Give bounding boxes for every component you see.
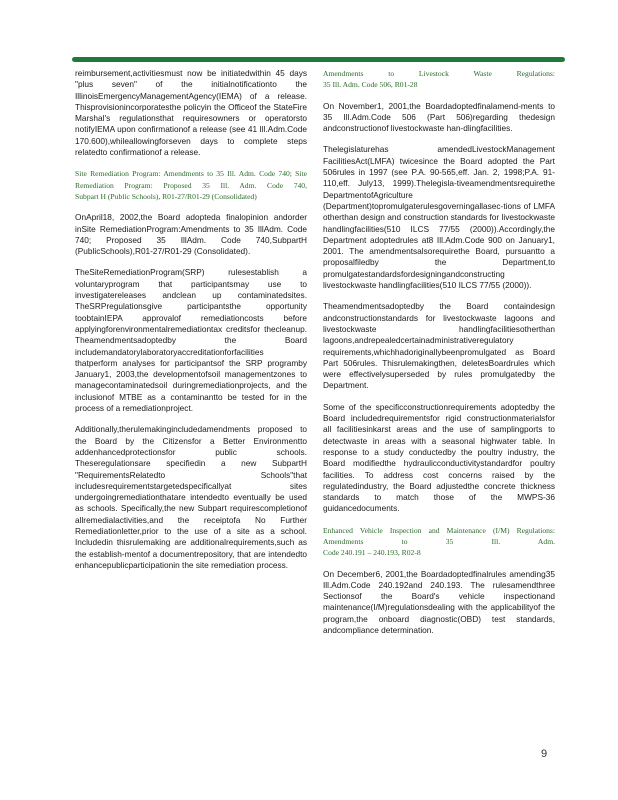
paragraph: Additionally,therulemakingincludedamendments proposed to the Board by the Citizensfor a Better Environmentto addenhancedprotectionsfor public schools. Theseregulationsare specifiedin a new SubpartH "RequirementsRelatedto Schools"that includesrequirementstargetedspecificallyat sites undergoingremediationthatare intendedto eventually be used as schools. Specifically,the new Subpart requirescompletionof allremedialactivities,and the receiptofa No Further Remediationletter,prior to the use of a site as a school. Includedin thisrulemaking are additionalrequirements,such as the establish-mentof a documentrepository, that are intendedto enhancepublicparticipationin the site remediation process.	[75, 424, 307, 570]
heading-text: Site Remediation Program: Amendments to 35 Ill. Adm. Code 740; Site Remediation Program: Proposed 35 Ill. Adm. Code 740,	[75, 169, 307, 190]
right-column	[323, 68, 555, 646]
paragraph: OnApril18, 2002,the Board adopteda finalopinion andorder inSite RemediationProgram:Amendments to 35 IllAdm. Code 740; Proposed 35 IllAdm. Code 740,SubpartH (PublicSchools),R01-27/R01-29 (Consolidated).	[75, 212, 307, 257]
section-heading-vehicle-inspection	[323, 525, 555, 559]
paragraph: Some of the specificconstructionrequirements adoptedby the Board includedrequirementsfor rigid constructionmaterialsfor all facilitiesinkarst areas and the use of samplingports to detectwaste in areas with a seasonal highwater table. In response to a study conductedby the poultry industry, the Board modifiedthe hydraulicconductivitystandardfor poultry facilities. To address cost concerns raised by the regulatedindustry, the Board adjustedthe concrete thickness standards to match those of the MWPS-36 guidancedocuments.	[323, 401, 555, 514]
heading-text: Enhanced Vehicle Inspection and Maintenance (I/M) Regulations: Amendments to 35 Ill. Adm.	[323, 525, 555, 546]
heading-text: Amendments to Livestock Waste Regulations:	[323, 69, 555, 78]
paragraph: Thelegislaturehas amendedLivestockManagement FacilitiesAct(LMFA) twicesince the Board adopted the Part 506rules in 1997 (see P.A. 90-565,eff. Jan. 2, 1998;P.A. 91-110,eff. July13, 1999).Thelegisla-tiveamendmentsrequirethe DepartmentofAgriculture (Department)topromulgaterulesgoverningallasec-tions of LMFA otherthan design and construction standards for livestockwaste handlingfacilities(510 ILCS 77/55 (2000)).Accordingly,the Department adoptedrules at8 Ill.Adm.Code 900 on January1, 2001. The amendmentsalsorequirethe Board, pursuantto a proposalfiledby the Department,to promulgatestandardsfordesigningandconstructing livestockwaste handlingfacilities(510 ILCS 77/55 (2000)).	[323, 144, 555, 291]
section-heading-site-remediation	[75, 168, 307, 202]
heading-text: Subpart H (Public Schools), R01-27/R01-29 (Consolidated)	[75, 191, 257, 201]
paragraph: TheSiteRemediationProgram(SRP) rulesestablish a voluntaryprogram that participantsmay use to investigatereleases andclean up contaminatedsites. TheSRPregulationsgive participantsthe opportunity toobtainIEPA approvalof remediationcosts before applyingforenvironmentalremediationtax creditsfor thecleanup. Theamendmentsadoptedby the Board includemandatorylaboratoryaccreditationforfacilities thatperform analyses for participantsof the SRP programby January1, 2003,the developmentofsoil managementzones to managecontaminatedsoil duringremediationprojects, and the inclusionof MTBE as a contaminantto be tested for in the process of a remediationproject.	[75, 267, 307, 414]
paragraph: On November1, 2001,the Boardadoptedfinalamend-ments to 35 Ill.Adm.Code 506 (Part 506)regarding thedesign andconstructionof livestockwaste han-dlingfacilities.	[323, 100, 555, 134]
paragraph: On December6, 2001,the Boardadoptedfinalrules amending35 Ill.Adm.Code 240.192and 240.193. The rulesamendthree Sectionsof the Board's vehicle inspectionand maintenance(I/M)regulationsdealing with the applicabilityof the program,the onboard diagnostic(OBD) test standards, andcompliance determination.	[323, 568, 555, 636]
heading-text: Code 240.191 – 240.193, R02-8	[323, 548, 421, 558]
header-rule	[72, 57, 565, 62]
left-column	[75, 68, 307, 581]
heading-text: 35 Ill. Adm. Code 506, R01-28	[323, 80, 418, 90]
paragraph: Theamendmentsadoptedby the Board containdesign andconstructionstandards for livestockwaste lagoons and livestockwaste handlingfacilitiesotherthan lagoons,andrepealedcertainadministrativeregulatory requirements,whichhadoriginallybeenpromulgated as Board Part 506rules. Thisrulemakingthen, deletesBoardrules which were effectivelysuperseded by rules promulgatedby the Department.	[323, 301, 555, 391]
section-heading-livestock-waste	[323, 68, 555, 91]
page-number: 9	[541, 748, 548, 760]
paragraph: reimbursement,activitiesmust now be initiatedwithin 45 days "plus seven" of the initialnotificationto the IllinoisEmergencyManagementAgency(IEMA) of a release. Thisprovisionincorporatesthe policyin the Officeof the StateFire Marshal's regulationsthat requiresowners or operatorsto notifyIEMA upon confirmationof a release (see 41 Ill.Adm.Code 170.600),whileallowingforseven days to complete steps relatedto confirmationof a release.	[75, 68, 307, 158]
